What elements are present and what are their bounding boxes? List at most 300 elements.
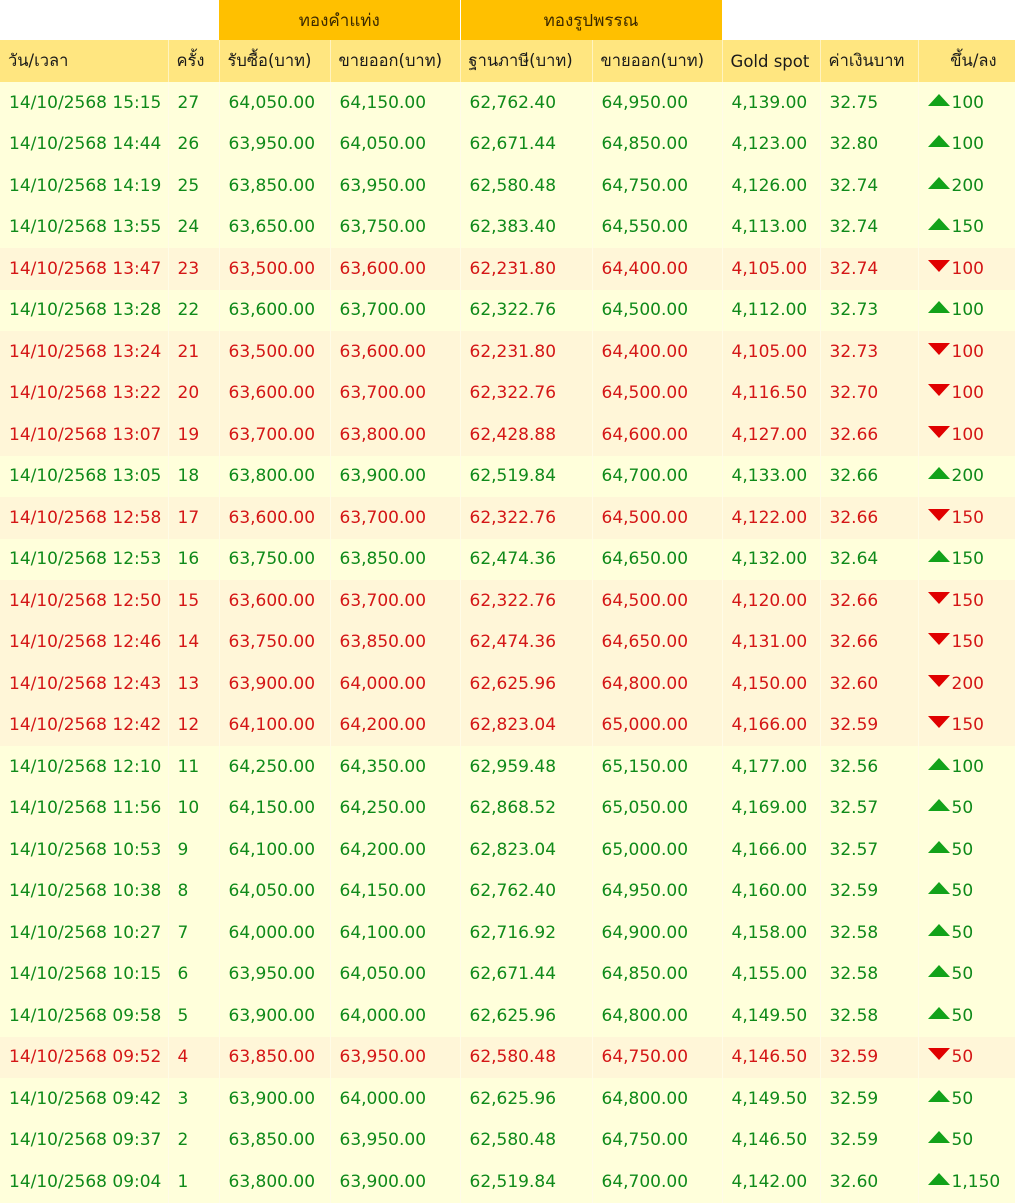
cell-ornament-sell: 64,850.00 — [592, 124, 722, 166]
cell-tax-base: 62,580.48 — [460, 1120, 592, 1162]
cell-ornament-sell: 65,050.00 — [592, 788, 722, 830]
cell-bar-sell: 63,600.00 — [330, 331, 460, 373]
change-value: 50 — [951, 964, 974, 985]
cell-datetime: 14/10/2568 12:58 — [0, 497, 168, 539]
cell-round: 20 — [168, 373, 219, 415]
cell-tax-base: 62,823.04 — [460, 705, 592, 747]
cell-tax-base: 62,716.92 — [460, 912, 592, 954]
table-row — [0, 1078, 1015, 1120]
cell-thb-rate: 32.66 — [820, 414, 918, 456]
cell-bar-sell: 63,900.00 — [330, 456, 460, 498]
cell-tax-base: 62,474.36 — [460, 622, 592, 664]
cell-datetime: 14/10/2568 13:22 — [0, 373, 168, 415]
cell-change — [918, 663, 1015, 705]
cell-gold-spot: 4,149.50 — [722, 1078, 820, 1120]
change-value: 200 — [951, 673, 984, 694]
triangle-up-icon — [928, 924, 950, 936]
cell-gold-spot: 4,113.00 — [722, 207, 820, 249]
cell-bar-buy: 63,900.00 — [219, 995, 330, 1037]
cell-round: 25 — [168, 165, 219, 207]
cell-datetime: 14/10/2568 13:07 — [0, 414, 168, 456]
change-value: 100 — [951, 756, 984, 777]
table-row — [0, 622, 1015, 664]
cell-thb-rate: 32.58 — [820, 995, 918, 1037]
triangle-up-icon — [928, 135, 950, 147]
cell-bar-buy: 63,600.00 — [219, 497, 330, 539]
cell-gold-spot: 4,139.00 — [722, 82, 820, 124]
cell-bar-buy: 64,000.00 — [219, 912, 330, 954]
cell-ornament-sell: 64,500.00 — [592, 497, 722, 539]
cell-ornament-sell: 64,750.00 — [592, 165, 722, 207]
cell-datetime: 14/10/2568 09:42 — [0, 1078, 168, 1120]
col-header-round: ครั้ง — [168, 40, 219, 82]
cell-tax-base: 62,519.84 — [460, 1161, 592, 1203]
change-value: 150 — [951, 590, 984, 611]
cell-gold-spot: 4,133.00 — [722, 456, 820, 498]
cell-tax-base: 62,322.76 — [460, 290, 592, 332]
cell-bar-buy: 63,700.00 — [219, 414, 330, 456]
cell-datetime: 14/10/2568 13:05 — [0, 456, 168, 498]
triangle-up-icon — [928, 467, 950, 479]
cell-change — [918, 746, 1015, 788]
cell-bar-buy: 64,050.00 — [219, 82, 330, 124]
cell-ornament-sell: 64,750.00 — [592, 1037, 722, 1079]
triangle-up-icon — [928, 218, 950, 230]
table-row — [0, 539, 1015, 581]
cell-gold-spot: 4,122.00 — [722, 497, 820, 539]
cell-change — [918, 331, 1015, 373]
cell-bar-buy: 64,150.00 — [219, 788, 330, 830]
cell-bar-buy: 63,850.00 — [219, 165, 330, 207]
cell-gold-spot: 4,158.00 — [722, 912, 820, 954]
change-value: 150 — [951, 549, 984, 570]
table-row — [0, 788, 1015, 830]
cell-change — [918, 82, 1015, 124]
cell-round: 23 — [168, 248, 219, 290]
triangle-up-icon — [928, 1090, 950, 1102]
cell-thb-rate: 32.73 — [820, 290, 918, 332]
cell-round: 16 — [168, 539, 219, 581]
cell-change — [918, 373, 1015, 415]
triangle-up-icon — [928, 1131, 950, 1143]
cell-gold-spot: 4,146.50 — [722, 1037, 820, 1079]
table-row — [0, 82, 1015, 124]
cell-thb-rate: 32.58 — [820, 954, 918, 996]
cell-bar-buy: 64,050.00 — [219, 871, 330, 913]
change-value: 200 — [951, 175, 984, 196]
cell-change — [918, 1078, 1015, 1120]
change-value: 150 — [951, 715, 984, 736]
table-row — [0, 705, 1015, 747]
cell-datetime: 14/10/2568 10:53 — [0, 829, 168, 871]
cell-bar-buy: 64,250.00 — [219, 746, 330, 788]
triangle-down-icon — [928, 633, 950, 645]
cell-round: 22 — [168, 290, 219, 332]
cell-change — [918, 1120, 1015, 1162]
table-row — [0, 497, 1015, 539]
cell-round: 2 — [168, 1120, 219, 1162]
cell-change — [918, 705, 1015, 747]
cell-gold-spot: 4,127.00 — [722, 414, 820, 456]
cell-datetime: 14/10/2568 10:38 — [0, 871, 168, 913]
cell-ornament-sell: 64,750.00 — [592, 1120, 722, 1162]
triangle-up-icon — [928, 1007, 950, 1019]
cell-thb-rate: 32.60 — [820, 1161, 918, 1203]
cell-change — [918, 788, 1015, 830]
cell-bar-buy: 63,900.00 — [219, 663, 330, 705]
cell-bar-sell: 63,950.00 — [330, 1120, 460, 1162]
cell-tax-base: 62,231.80 — [460, 248, 592, 290]
cell-ornament-sell: 64,850.00 — [592, 954, 722, 996]
cell-round: 24 — [168, 207, 219, 249]
cell-bar-sell: 63,800.00 — [330, 414, 460, 456]
cell-ornament-sell: 64,950.00 — [592, 82, 722, 124]
cell-gold-spot: 4,169.00 — [722, 788, 820, 830]
cell-ornament-sell: 64,700.00 — [592, 1161, 722, 1203]
cell-gold-spot: 4,150.00 — [722, 663, 820, 705]
col-header-tax-base: ฐานภาษี(บาท) — [460, 40, 592, 82]
cell-ornament-sell: 65,000.00 — [592, 705, 722, 747]
table-row — [0, 912, 1015, 954]
cell-thb-rate: 32.58 — [820, 912, 918, 954]
table-row — [0, 1120, 1015, 1162]
cell-gold-spot: 4,177.00 — [722, 746, 820, 788]
table-row — [0, 373, 1015, 415]
cell-change — [918, 290, 1015, 332]
cell-bar-buy: 63,950.00 — [219, 124, 330, 166]
triangle-down-icon — [928, 384, 950, 396]
cell-change — [918, 539, 1015, 581]
cell-thb-rate: 32.66 — [820, 497, 918, 539]
cell-round: 4 — [168, 1037, 219, 1079]
triangle-up-icon — [928, 94, 950, 106]
cell-change — [918, 414, 1015, 456]
change-value: 150 — [951, 217, 984, 238]
cell-bar-buy: 63,800.00 — [219, 456, 330, 498]
triangle-up-icon — [928, 841, 950, 853]
triangle-up-icon — [928, 758, 950, 770]
cell-datetime: 14/10/2568 09:52 — [0, 1037, 168, 1079]
cell-change — [918, 954, 1015, 996]
cell-bar-buy: 64,100.00 — [219, 705, 330, 747]
cell-thb-rate: 32.59 — [820, 1120, 918, 1162]
cell-tax-base: 62,322.76 — [460, 580, 592, 622]
cell-datetime: 14/10/2568 12:43 — [0, 663, 168, 705]
cell-change — [918, 580, 1015, 622]
cell-bar-buy: 63,600.00 — [219, 373, 330, 415]
cell-round: 26 — [168, 124, 219, 166]
change-value: 50 — [951, 1088, 974, 1109]
col-header-bar-sell: ขายออก(บาท) — [330, 40, 460, 82]
cell-change — [918, 1161, 1015, 1203]
cell-tax-base: 62,519.84 — [460, 456, 592, 498]
cell-thb-rate: 32.74 — [820, 248, 918, 290]
col-header-gold-spot: Gold spot — [722, 40, 820, 82]
cell-datetime: 14/10/2568 12:53 — [0, 539, 168, 581]
cell-datetime: 14/10/2568 14:44 — [0, 124, 168, 166]
cell-bar-sell: 64,050.00 — [330, 954, 460, 996]
cell-thb-rate: 32.80 — [820, 124, 918, 166]
cell-round: 12 — [168, 705, 219, 747]
triangle-up-icon — [928, 177, 950, 189]
triangle-down-icon — [928, 343, 950, 355]
cell-change — [918, 871, 1015, 913]
table-row — [0, 995, 1015, 1037]
col-header-ornament-sell: ขายออก(บาท) — [592, 40, 722, 82]
change-value: 50 — [951, 881, 974, 902]
cell-bar-sell: 63,950.00 — [330, 1037, 460, 1079]
table-row — [0, 331, 1015, 373]
cell-ornament-sell: 64,600.00 — [592, 414, 722, 456]
change-value: 200 — [951, 466, 984, 487]
cell-thb-rate: 32.64 — [820, 539, 918, 581]
cell-thb-rate: 32.66 — [820, 622, 918, 664]
cell-thb-rate: 32.59 — [820, 705, 918, 747]
cell-bar-sell: 63,750.00 — [330, 207, 460, 249]
cell-bar-sell: 64,050.00 — [330, 124, 460, 166]
column-header-row — [0, 40, 1015, 82]
change-value: 50 — [951, 1047, 974, 1068]
group-header-row — [0, 0, 1015, 40]
cell-round: 11 — [168, 746, 219, 788]
cell-tax-base: 62,762.40 — [460, 82, 592, 124]
triangle-down-icon — [928, 716, 950, 728]
cell-datetime: 14/10/2568 14:19 — [0, 165, 168, 207]
cell-tax-base: 62,959.48 — [460, 746, 592, 788]
cell-gold-spot: 4,105.00 — [722, 331, 820, 373]
cell-ornament-sell: 64,500.00 — [592, 373, 722, 415]
table-row — [0, 954, 1015, 996]
change-value: 100 — [951, 424, 984, 445]
cell-bar-sell: 64,350.00 — [330, 746, 460, 788]
cell-ornament-sell: 65,000.00 — [592, 829, 722, 871]
triangle-down-icon — [928, 260, 950, 272]
cell-ornament-sell: 64,900.00 — [592, 912, 722, 954]
cell-bar-sell: 64,200.00 — [330, 705, 460, 747]
cell-bar-buy: 63,900.00 — [219, 1078, 330, 1120]
cell-thb-rate: 32.66 — [820, 456, 918, 498]
cell-round: 9 — [168, 829, 219, 871]
table-row — [0, 290, 1015, 332]
cell-thb-rate: 32.59 — [820, 1078, 918, 1120]
cell-tax-base: 62,671.44 — [460, 124, 592, 166]
cell-bar-sell: 64,150.00 — [330, 871, 460, 913]
change-value: 100 — [951, 258, 984, 279]
cell-tax-base: 62,625.96 — [460, 663, 592, 705]
change-value: 50 — [951, 839, 974, 860]
cell-gold-spot: 4,166.00 — [722, 705, 820, 747]
triangle-down-icon — [928, 592, 950, 604]
cell-bar-sell: 63,850.00 — [330, 622, 460, 664]
cell-bar-sell: 64,000.00 — [330, 995, 460, 1037]
col-header-thb-rate: ค่าเงินบาท — [820, 40, 918, 82]
cell-bar-buy: 63,650.00 — [219, 207, 330, 249]
table-row — [0, 871, 1015, 913]
change-value: 50 — [951, 1130, 974, 1151]
cell-datetime: 14/10/2568 11:56 — [0, 788, 168, 830]
cell-tax-base: 62,671.44 — [460, 954, 592, 996]
cell-tax-base: 62,823.04 — [460, 829, 592, 871]
cell-tax-base: 62,625.96 — [460, 995, 592, 1037]
cell-gold-spot: 4,146.50 — [722, 1120, 820, 1162]
cell-tax-base: 62,868.52 — [460, 788, 592, 830]
cell-datetime: 14/10/2568 09:04 — [0, 1161, 168, 1203]
cell-thb-rate: 32.59 — [820, 871, 918, 913]
group-header-blank-right — [722, 0, 1015, 40]
cell-gold-spot: 4,126.00 — [722, 165, 820, 207]
triangle-up-icon — [928, 799, 950, 811]
change-value: 150 — [951, 632, 984, 653]
col-header-datetime: วัน/เวลา — [0, 40, 168, 82]
triangle-up-icon — [928, 301, 950, 313]
cell-gold-spot: 4,116.50 — [722, 373, 820, 415]
cell-bar-buy: 63,600.00 — [219, 580, 330, 622]
col-header-bar-buy: รับซื้อ(บาท) — [219, 40, 330, 82]
triangle-down-icon — [928, 426, 950, 438]
cell-change — [918, 497, 1015, 539]
cell-change — [918, 165, 1015, 207]
triangle-up-icon — [928, 882, 950, 894]
cell-ornament-sell: 64,800.00 — [592, 995, 722, 1037]
cell-datetime: 14/10/2568 12:46 — [0, 622, 168, 664]
cell-ornament-sell: 64,400.00 — [592, 248, 722, 290]
cell-tax-base: 62,322.76 — [460, 497, 592, 539]
change-value: 100 — [951, 341, 984, 362]
cell-datetime: 14/10/2568 09:37 — [0, 1120, 168, 1162]
cell-bar-buy: 63,750.00 — [219, 539, 330, 581]
change-value: 100 — [951, 134, 984, 155]
cell-round: 14 — [168, 622, 219, 664]
cell-tax-base: 62,428.88 — [460, 414, 592, 456]
table-body — [0, 82, 1015, 1203]
cell-thb-rate: 32.57 — [820, 829, 918, 871]
cell-bar-sell: 63,600.00 — [330, 248, 460, 290]
table-row — [0, 207, 1015, 249]
cell-change — [918, 829, 1015, 871]
cell-thb-rate: 32.56 — [820, 746, 918, 788]
cell-gold-spot: 4,132.00 — [722, 539, 820, 581]
cell-ornament-sell: 64,950.00 — [592, 871, 722, 913]
cell-datetime: 14/10/2568 13:24 — [0, 331, 168, 373]
cell-ornament-sell: 64,800.00 — [592, 1078, 722, 1120]
cell-round: 18 — [168, 456, 219, 498]
table-row — [0, 829, 1015, 871]
cell-thb-rate: 32.57 — [820, 788, 918, 830]
cell-datetime: 14/10/2568 12:50 — [0, 580, 168, 622]
cell-gold-spot: 4,123.00 — [722, 124, 820, 166]
change-value: 50 — [951, 922, 974, 943]
cell-round: 3 — [168, 1078, 219, 1120]
triangle-up-icon — [928, 965, 950, 977]
cell-bar-buy: 63,800.00 — [219, 1161, 330, 1203]
cell-change — [918, 207, 1015, 249]
cell-change — [918, 456, 1015, 498]
cell-ornament-sell: 64,500.00 — [592, 580, 722, 622]
cell-ornament-sell: 64,650.00 — [592, 539, 722, 581]
cell-thb-rate: 32.60 — [820, 663, 918, 705]
cell-round: 10 — [168, 788, 219, 830]
cell-round: 6 — [168, 954, 219, 996]
change-value: 100 — [951, 383, 984, 404]
cell-bar-sell: 63,900.00 — [330, 1161, 460, 1203]
table-row — [0, 1037, 1015, 1079]
cell-bar-buy: 63,500.00 — [219, 248, 330, 290]
table-row — [0, 580, 1015, 622]
cell-round: 15 — [168, 580, 219, 622]
triangle-down-icon — [928, 675, 950, 687]
cell-ornament-sell: 65,150.00 — [592, 746, 722, 788]
cell-thb-rate: 32.74 — [820, 207, 918, 249]
cell-bar-sell: 64,000.00 — [330, 663, 460, 705]
group-header-gold-ornament: ทองรูปพรรณ — [460, 0, 722, 40]
cell-thb-rate: 32.66 — [820, 580, 918, 622]
cell-thb-rate: 32.70 — [820, 373, 918, 415]
cell-change — [918, 622, 1015, 664]
cell-datetime: 14/10/2568 13:47 — [0, 248, 168, 290]
col-header-change: ขึ้น/ลง — [918, 40, 1015, 82]
table-row — [0, 414, 1015, 456]
cell-gold-spot: 4,166.00 — [722, 829, 820, 871]
change-value: 50 — [951, 798, 974, 819]
cell-ornament-sell: 64,800.00 — [592, 663, 722, 705]
change-value: 50 — [951, 1005, 974, 1026]
cell-datetime: 14/10/2568 13:55 — [0, 207, 168, 249]
cell-bar-sell: 63,700.00 — [330, 497, 460, 539]
cell-bar-sell: 64,250.00 — [330, 788, 460, 830]
cell-tax-base: 62,762.40 — [460, 871, 592, 913]
cell-gold-spot: 4,112.00 — [722, 290, 820, 332]
cell-round: 1 — [168, 1161, 219, 1203]
cell-datetime: 14/10/2568 10:15 — [0, 954, 168, 996]
table-row — [0, 1161, 1015, 1203]
change-value: 1,150 — [951, 1171, 1001, 1192]
triangle-up-icon — [928, 550, 950, 562]
cell-round: 13 — [168, 663, 219, 705]
group-header-gold-bar: ทองคำแท่ง — [219, 0, 460, 40]
cell-bar-buy: 63,850.00 — [219, 1120, 330, 1162]
cell-bar-buy: 63,500.00 — [219, 331, 330, 373]
cell-datetime: 14/10/2568 09:58 — [0, 995, 168, 1037]
cell-bar-buy: 63,850.00 — [219, 1037, 330, 1079]
cell-bar-buy: 63,750.00 — [219, 622, 330, 664]
cell-bar-sell: 64,100.00 — [330, 912, 460, 954]
cell-round: 8 — [168, 871, 219, 913]
cell-thb-rate: 32.73 — [820, 331, 918, 373]
group-header-blank — [0, 0, 219, 40]
table-row — [0, 124, 1015, 166]
cell-tax-base: 62,383.40 — [460, 207, 592, 249]
cell-ornament-sell: 64,550.00 — [592, 207, 722, 249]
table-row — [0, 165, 1015, 207]
cell-datetime: 14/10/2568 10:27 — [0, 912, 168, 954]
cell-gold-spot: 4,105.00 — [722, 248, 820, 290]
cell-round: 7 — [168, 912, 219, 954]
cell-bar-buy: 63,600.00 — [219, 290, 330, 332]
cell-tax-base: 62,322.76 — [460, 373, 592, 415]
cell-ornament-sell: 64,500.00 — [592, 290, 722, 332]
cell-round: 5 — [168, 995, 219, 1037]
cell-datetime: 14/10/2568 12:42 — [0, 705, 168, 747]
cell-bar-sell: 63,700.00 — [330, 290, 460, 332]
cell-tax-base: 62,231.80 — [460, 331, 592, 373]
table-row — [0, 456, 1015, 498]
cell-gold-spot: 4,155.00 — [722, 954, 820, 996]
cell-bar-sell: 63,700.00 — [330, 580, 460, 622]
cell-gold-spot: 4,160.00 — [722, 871, 820, 913]
cell-round: 17 — [168, 497, 219, 539]
cell-round: 21 — [168, 331, 219, 373]
cell-round: 27 — [168, 82, 219, 124]
